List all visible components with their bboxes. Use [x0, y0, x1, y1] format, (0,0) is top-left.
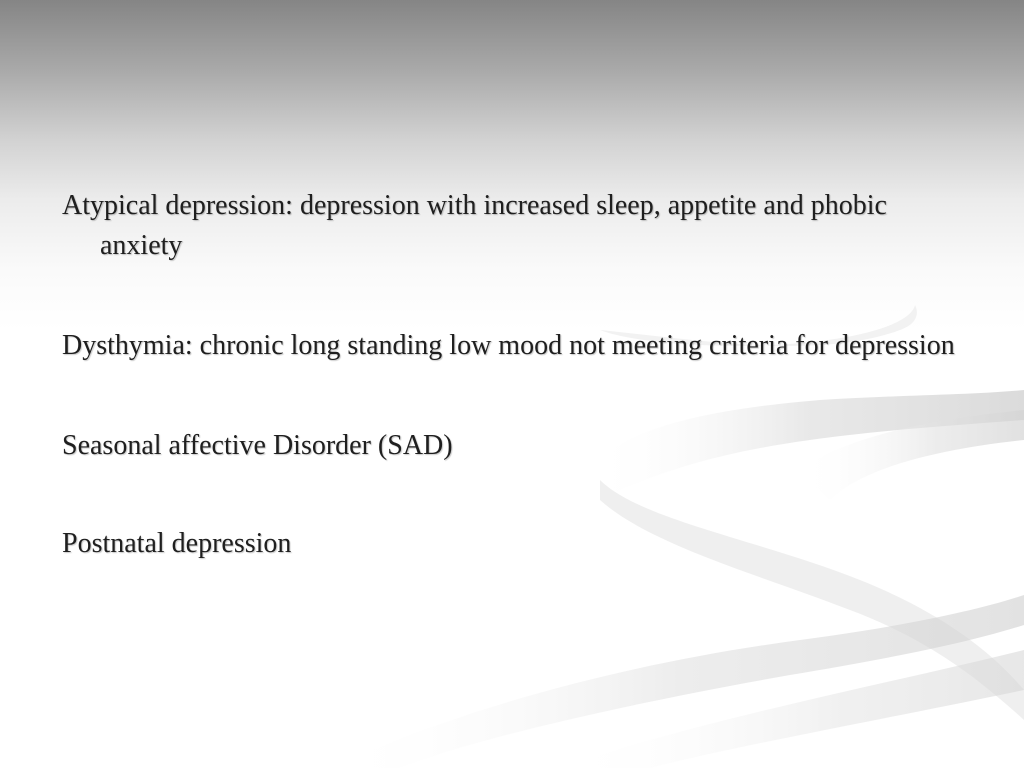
bullet-list: [62, 186, 962, 624]
bullet-postnatal-depression: Postnatal depression: [62, 528, 292, 559]
bullet-atypical-depression: Atypical depression: depression with increased sleep, appetite and phobic anxiety: [62, 190, 887, 261]
bullet-seasonal-affective-disorder: Seasonal affective Disorder (SAD): [62, 430, 453, 461]
bullet-dysthymia: Dysthymia: chronic long standing low mood not meeting criteria for depression: [62, 330, 955, 361]
